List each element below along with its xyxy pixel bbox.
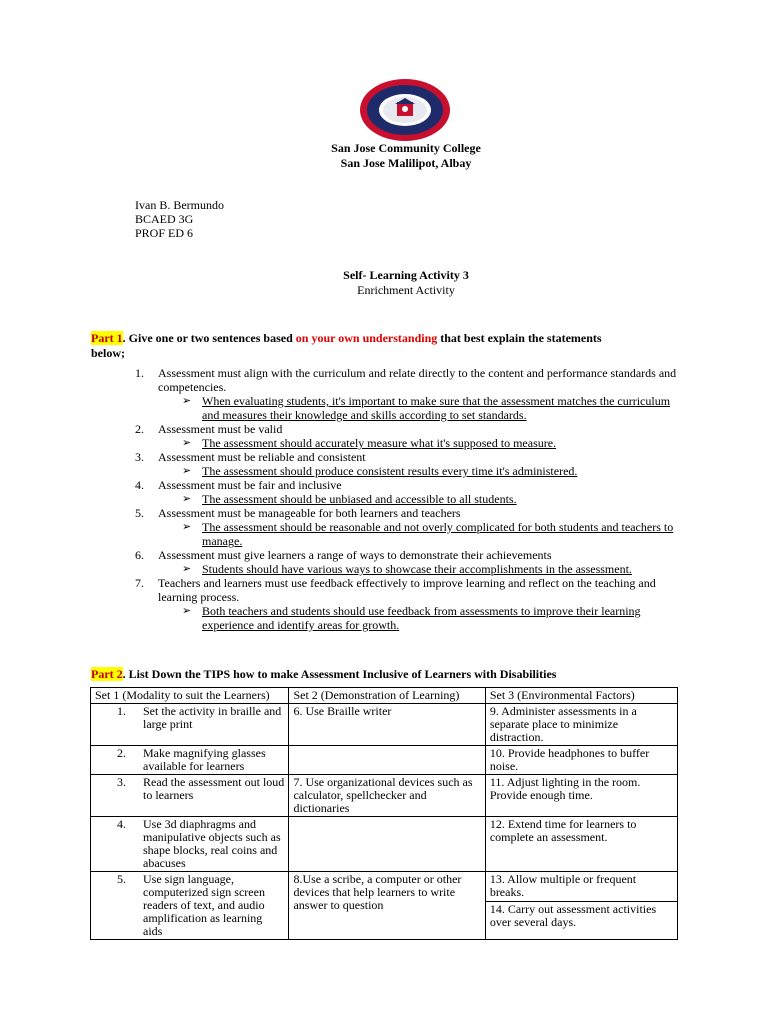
set2-cell: 7. Use organizational devices such as calculator, spellchecker and dictionaries — [289, 775, 485, 817]
set1-number: 5. — [117, 872, 126, 886]
statement-text: Assessment must be reliable and consistent — [158, 450, 366, 464]
college-seal-logo — [359, 78, 451, 142]
list-item — [135, 548, 680, 576]
set2-cell — [289, 817, 485, 872]
set3-tip: 13. Allow multiple or frequent breaks. — [489, 872, 637, 899]
college-address: San Jose Malilipot, Albay — [340, 156, 472, 170]
table-row — [91, 704, 678, 746]
answer-text: ➢ The assessment should produce consistent results every time it's administered. — [182, 464, 578, 478]
arrow-bullet-icon: ➢ — [182, 493, 192, 505]
set2-cell: 6. Use Braille writer — [289, 704, 485, 746]
list-item — [135, 366, 680, 422]
answer-text: ➢ When evaluating students, it's important to make sure that the assessment matches the curriculum and measures their knowledge and skills according to set standards. — [182, 394, 671, 422]
set3-tip: 10. Provide headphones to buffer noise. — [489, 746, 650, 773]
set1-cell — [91, 775, 289, 817]
arrow-bullet-icon: ➢ — [182, 605, 192, 617]
item-number: 5. — [135, 506, 144, 520]
set2-cell — [289, 746, 485, 775]
part1-label: Part 1 — [91, 331, 123, 345]
header-set3: Set 3 (Environmental Factors) — [485, 688, 677, 704]
college-name: San Jose Community College — [331, 141, 481, 155]
set1-cell — [91, 704, 289, 746]
table-row — [91, 817, 678, 872]
part1-emphasis: on your own understanding — [295, 331, 438, 345]
set1-tip: Read the assessment out loud to learners — [143, 775, 285, 802]
set1-cell — [91, 817, 289, 872]
statement-text: Teachers and learners must use feedback effectively to improve learning and reflect on the teaching and learning process. — [158, 576, 656, 604]
list-item — [135, 506, 680, 548]
part2-instructions: Part 2. List Down the TIPS how to make Assessment Inclusive of Learners with Disabilities — [91, 667, 557, 681]
table-row — [91, 872, 678, 940]
part1-instructions: Part 1. Give one or two sentences based on your own understanding that best explain the statements below; — [91, 331, 602, 360]
header-set2: Set 2 (Demonstration of Learning) — [289, 688, 485, 704]
item-number: 4. — [135, 478, 144, 492]
item-number: 3. — [135, 450, 144, 464]
list-item — [135, 450, 680, 478]
item-number: 6. — [135, 548, 144, 562]
set3-cell — [485, 746, 677, 775]
set1-tip: Set the activity in braille and large print — [143, 704, 282, 731]
statement-text: Assessment must be manageable for both learners and teachers — [158, 506, 461, 520]
student-course: BCAED 3G — [135, 212, 194, 226]
set3-tip: 12. Extend time for learners to complete an assessment. — [489, 817, 637, 844]
set1-number: 4. — [117, 817, 126, 831]
set1-tip: Make magnifying glasses available for learners — [143, 746, 266, 773]
header-set1: Set 1 (Modality to suit the Learners) — [91, 688, 289, 704]
set1-cell — [91, 746, 289, 775]
arrow-bullet-icon: ➢ — [182, 437, 192, 449]
item-number: 7. — [135, 576, 144, 590]
arrow-bullet-icon: ➢ — [182, 521, 192, 533]
set3-cell — [485, 704, 677, 746]
set3-tip: 11. Adjust lighting in the room. Provide enough time. — [489, 775, 641, 802]
set1-tip: Use 3d diaphragms and manipulative objects such as shape blocks, real coins and abacuses — [143, 817, 281, 870]
statement-text: Assessment must be valid — [158, 422, 283, 436]
set1-tip: Use sign language, computerized sign screen readers of text, and audio amplification as learning aids — [143, 872, 265, 938]
student-name: Ivan B. Bermundo — [135, 198, 224, 212]
list-item — [135, 422, 680, 450]
answer-text: ➢ Students should have various ways to showcase their accomplishments in the assessment. — [182, 562, 632, 576]
set3-cell — [485, 817, 677, 872]
set2-cell: 8.Use a scribe, a computer or other devices that help learners to write answer to question — [289, 872, 485, 940]
set3-cell — [485, 775, 677, 817]
answer-text: ➢ The assessment should be reasonable and not overly complicated for both students and teachers to manage. — [182, 520, 674, 548]
set1-number: 3. — [117, 775, 126, 789]
answer-text: ➢ The assessment should be unbiased and accessible to all students. — [182, 492, 517, 506]
set3-cell — [485, 872, 677, 940]
list-item — [135, 576, 680, 632]
tips-table — [90, 687, 678, 940]
answer-text: ➢ The assessment should accurately measure what it's supposed to measure. — [182, 436, 557, 450]
set3-tip: 14. Carry out assessment activities over several days. — [486, 901, 677, 929]
arrow-bullet-icon: ➢ — [182, 563, 192, 575]
answer-text: ➢ Both teachers and students should use feedback from assessments to improve their learning experience and identify areas for growth. — [182, 604, 641, 632]
student-subject: PROF ED 6 — [135, 226, 194, 240]
arrow-bullet-icon: ➢ — [182, 465, 192, 477]
table-row — [91, 775, 678, 817]
item-number: 1. — [135, 366, 144, 380]
part2-label: Part 2 — [91, 667, 123, 681]
table-header-row — [91, 688, 678, 704]
list-item — [135, 478, 680, 506]
arrow-bullet-icon: ➢ — [182, 395, 192, 407]
activity-subtitle: Enrichment Activity — [357, 283, 455, 297]
item-number: 2. — [135, 422, 144, 436]
statement-text: Assessment must be fair and inclusive — [158, 478, 342, 492]
set1-number: 1. — [117, 704, 126, 718]
statement-text: Assessment must align with the curriculum and relate directly to the content and performance standards and competencies. — [158, 366, 677, 394]
activity-title: Self- Learning Activity 3 — [343, 268, 469, 282]
part1-statement-list — [135, 366, 680, 632]
statement-text: Assessment must give learners a range of ways to demonstrate their achievements — [158, 548, 552, 562]
set1-cell — [91, 872, 289, 940]
student-info — [135, 198, 224, 240]
set3-tip: 9. Administer assessments in a separate place to minimize distraction. — [489, 704, 637, 744]
set1-number: 2. — [117, 746, 126, 760]
table-row — [91, 746, 678, 775]
